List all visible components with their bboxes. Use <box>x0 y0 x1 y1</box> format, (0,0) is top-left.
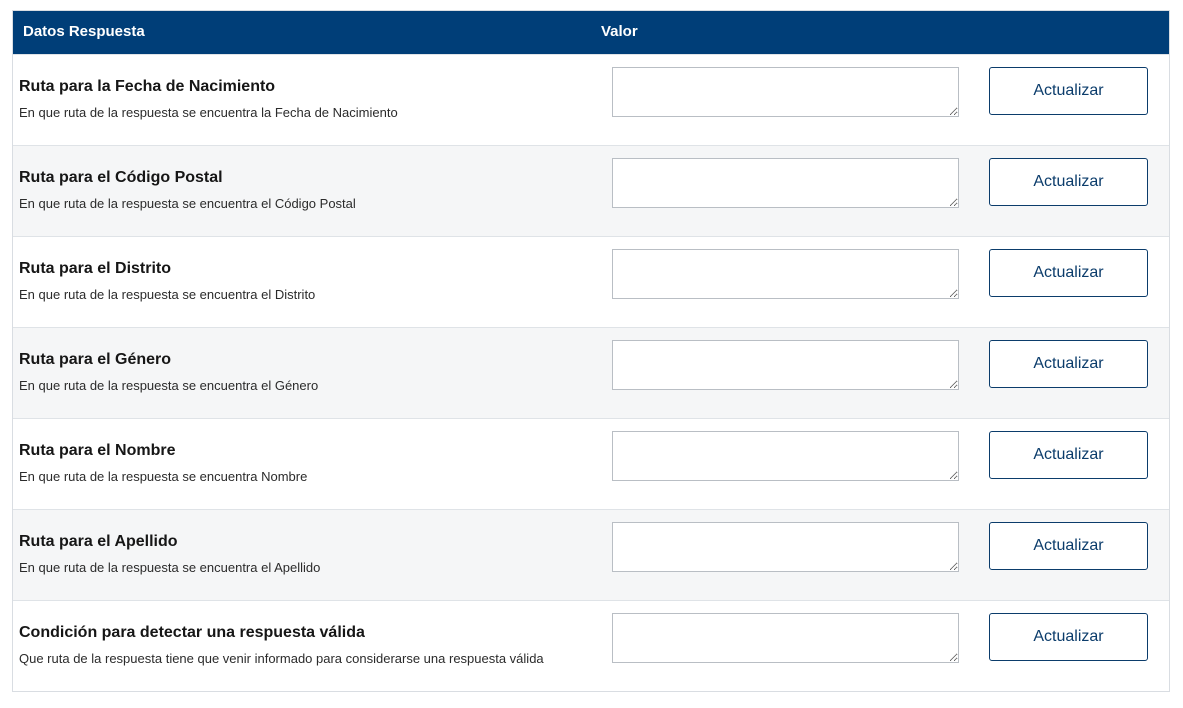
row-label: Ruta para el Nombre <box>19 442 176 459</box>
table-row-fecha-nacimiento <box>13 54 1169 145</box>
row-description: En que ruta de la respuesta se encuentra el Género <box>19 378 319 393</box>
row-description: En que ruta de la respuesta se encuentra el Apellido <box>19 560 321 575</box>
actualizar-apellido-button[interactable]: Actualizar <box>989 522 1148 570</box>
header-datos-respuesta: Datos Respuesta <box>23 23 145 40</box>
table-row-codigo-postal <box>13 145 1169 236</box>
row-description: En que ruta de la respuesta se encuentra la Fecha de Nacimiento <box>19 105 398 120</box>
row-label: Ruta para el Apellido <box>19 533 178 550</box>
table-row-apellido <box>13 509 1169 600</box>
actualizar-distrito-button[interactable]: Actualizar <box>989 249 1148 297</box>
header-valor: Valor <box>601 23 638 40</box>
actualizar-fecha-nacimiento-button[interactable]: Actualizar <box>989 67 1148 115</box>
genero-path-input[interactable] <box>612 340 959 390</box>
row-label: Ruta para el Código Postal <box>19 169 223 186</box>
fecha-nacimiento-path-input[interactable] <box>612 67 959 117</box>
settings-table <box>12 10 1170 692</box>
table-row-condicion-valida <box>13 600 1169 691</box>
table-row-nombre <box>13 418 1169 509</box>
row-description: En que ruta de la respuesta se encuentra Nombre <box>19 469 308 484</box>
table-header <box>13 11 1169 54</box>
condicion-valida-path-input[interactable] <box>612 613 959 663</box>
row-label: Ruta para el Distrito <box>19 260 172 277</box>
apellido-path-input[interactable] <box>612 522 959 572</box>
row-label: Ruta para la Fecha de Nacimiento <box>19 78 276 95</box>
actualizar-nombre-button[interactable]: Actualizar <box>989 431 1148 479</box>
row-description: En que ruta de la respuesta se encuentra el Distrito <box>19 287 316 302</box>
row-label: Ruta para el Género <box>19 351 172 368</box>
table-row-genero <box>13 327 1169 418</box>
actualizar-condicion-valida-button[interactable]: Actualizar <box>989 613 1148 661</box>
row-description: Que ruta de la respuesta tiene que venir informado para considerarse una respuesta válida <box>19 651 544 666</box>
actualizar-genero-button[interactable]: Actualizar <box>989 340 1148 388</box>
row-description: En que ruta de la respuesta se encuentra el Código Postal <box>19 196 356 211</box>
distrito-path-input[interactable] <box>612 249 959 299</box>
table-row-distrito <box>13 236 1169 327</box>
nombre-path-input[interactable] <box>612 431 959 481</box>
actualizar-codigo-postal-button[interactable]: Actualizar <box>989 158 1148 206</box>
codigo-postal-path-input[interactable] <box>612 158 959 208</box>
row-label: Condición para detectar una respuesta válida <box>19 624 365 641</box>
